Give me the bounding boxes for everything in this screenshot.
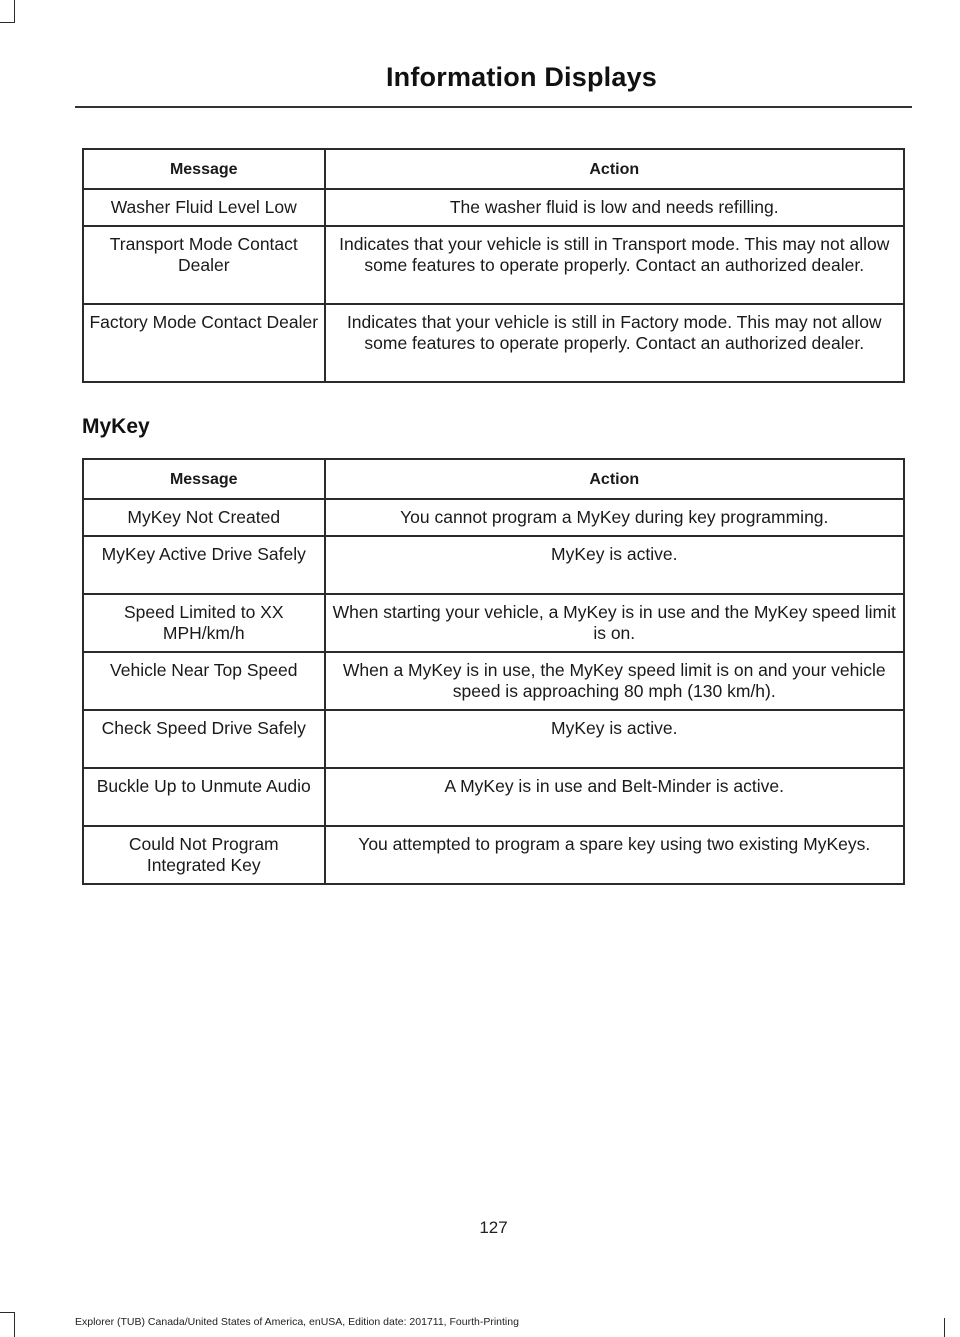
message-cell: Check Speed Drive Safely (83, 710, 325, 768)
crop-mark (0, 1312, 15, 1313)
section-heading-mykey: MyKey (82, 415, 150, 438)
action-cell: Indicates that your vehicle is still in Transport mode. This may not allow some features to operate properly. Contact an authorized dealer. (325, 226, 905, 304)
action-cell: You cannot program a MyKey during key programming. (325, 499, 905, 536)
message-cell: MyKey Active Drive Safely (83, 536, 325, 594)
crop-mark (944, 1318, 945, 1337)
messages-table (82, 148, 905, 383)
table-row (83, 826, 904, 884)
crop-mark (14, 0, 15, 22)
column-header-action: Action (325, 459, 905, 499)
table-row (83, 768, 904, 826)
edition-footer: Explorer (TUB) Canada/United States of America, enUSA, Edition date: 201711, Fourth-Printing (75, 1316, 519, 1328)
table-row (83, 189, 904, 226)
table-row (83, 304, 904, 382)
crop-mark (0, 22, 15, 23)
message-cell: Vehicle Near Top Speed (83, 652, 325, 710)
column-header-message: Message (83, 459, 325, 499)
action-cell: A MyKey is in use and Belt-Minder is active. (325, 768, 905, 826)
action-cell: MyKey is active. (325, 710, 905, 768)
message-cell: MyKey Not Created (83, 499, 325, 536)
page-number: 127 (479, 1218, 508, 1237)
message-cell: Speed Limited to XX MPH/km/h (83, 594, 325, 652)
message-cell: Washer Fluid Level Low (83, 189, 325, 226)
column-header-action: Action (325, 149, 905, 189)
action-cell: MyKey is active. (325, 536, 905, 594)
page-title: Information Displays (385, 62, 657, 92)
message-cell: Could Not Program Integrated Key (83, 826, 325, 884)
message-cell: Buckle Up to Unmute Audio (83, 768, 325, 826)
table-row (83, 710, 904, 768)
table-row (83, 594, 904, 652)
crop-mark (14, 1312, 15, 1337)
mykey-messages-table (82, 458, 905, 885)
table-row (83, 652, 904, 710)
table-header-row (83, 149, 904, 189)
message-cell: Factory Mode Contact Dealer (83, 304, 325, 382)
table-row (83, 499, 904, 536)
message-cell: Transport Mode Contact Dealer (83, 226, 325, 304)
action-cell: The washer fluid is low and needs refilling. (325, 189, 905, 226)
table-row (83, 536, 904, 594)
action-cell: Indicates that your vehicle is still in Factory mode. This may not allow some features to operate properly. Contact an authorized dealer. (325, 304, 905, 382)
title-divider (75, 106, 912, 108)
action-cell: When a MyKey is in use, the MyKey speed limit is on and your vehicle speed is approaching 80 mph (130 km/h). (325, 652, 905, 710)
table-header-row (83, 459, 904, 499)
action-cell: You attempted to program a spare key using two existing MyKeys. (325, 826, 905, 884)
column-header-message: Message (83, 149, 325, 189)
action-cell: When starting your vehicle, a MyKey is in use and the MyKey speed limit is on. (325, 594, 905, 652)
table-row (83, 226, 904, 304)
